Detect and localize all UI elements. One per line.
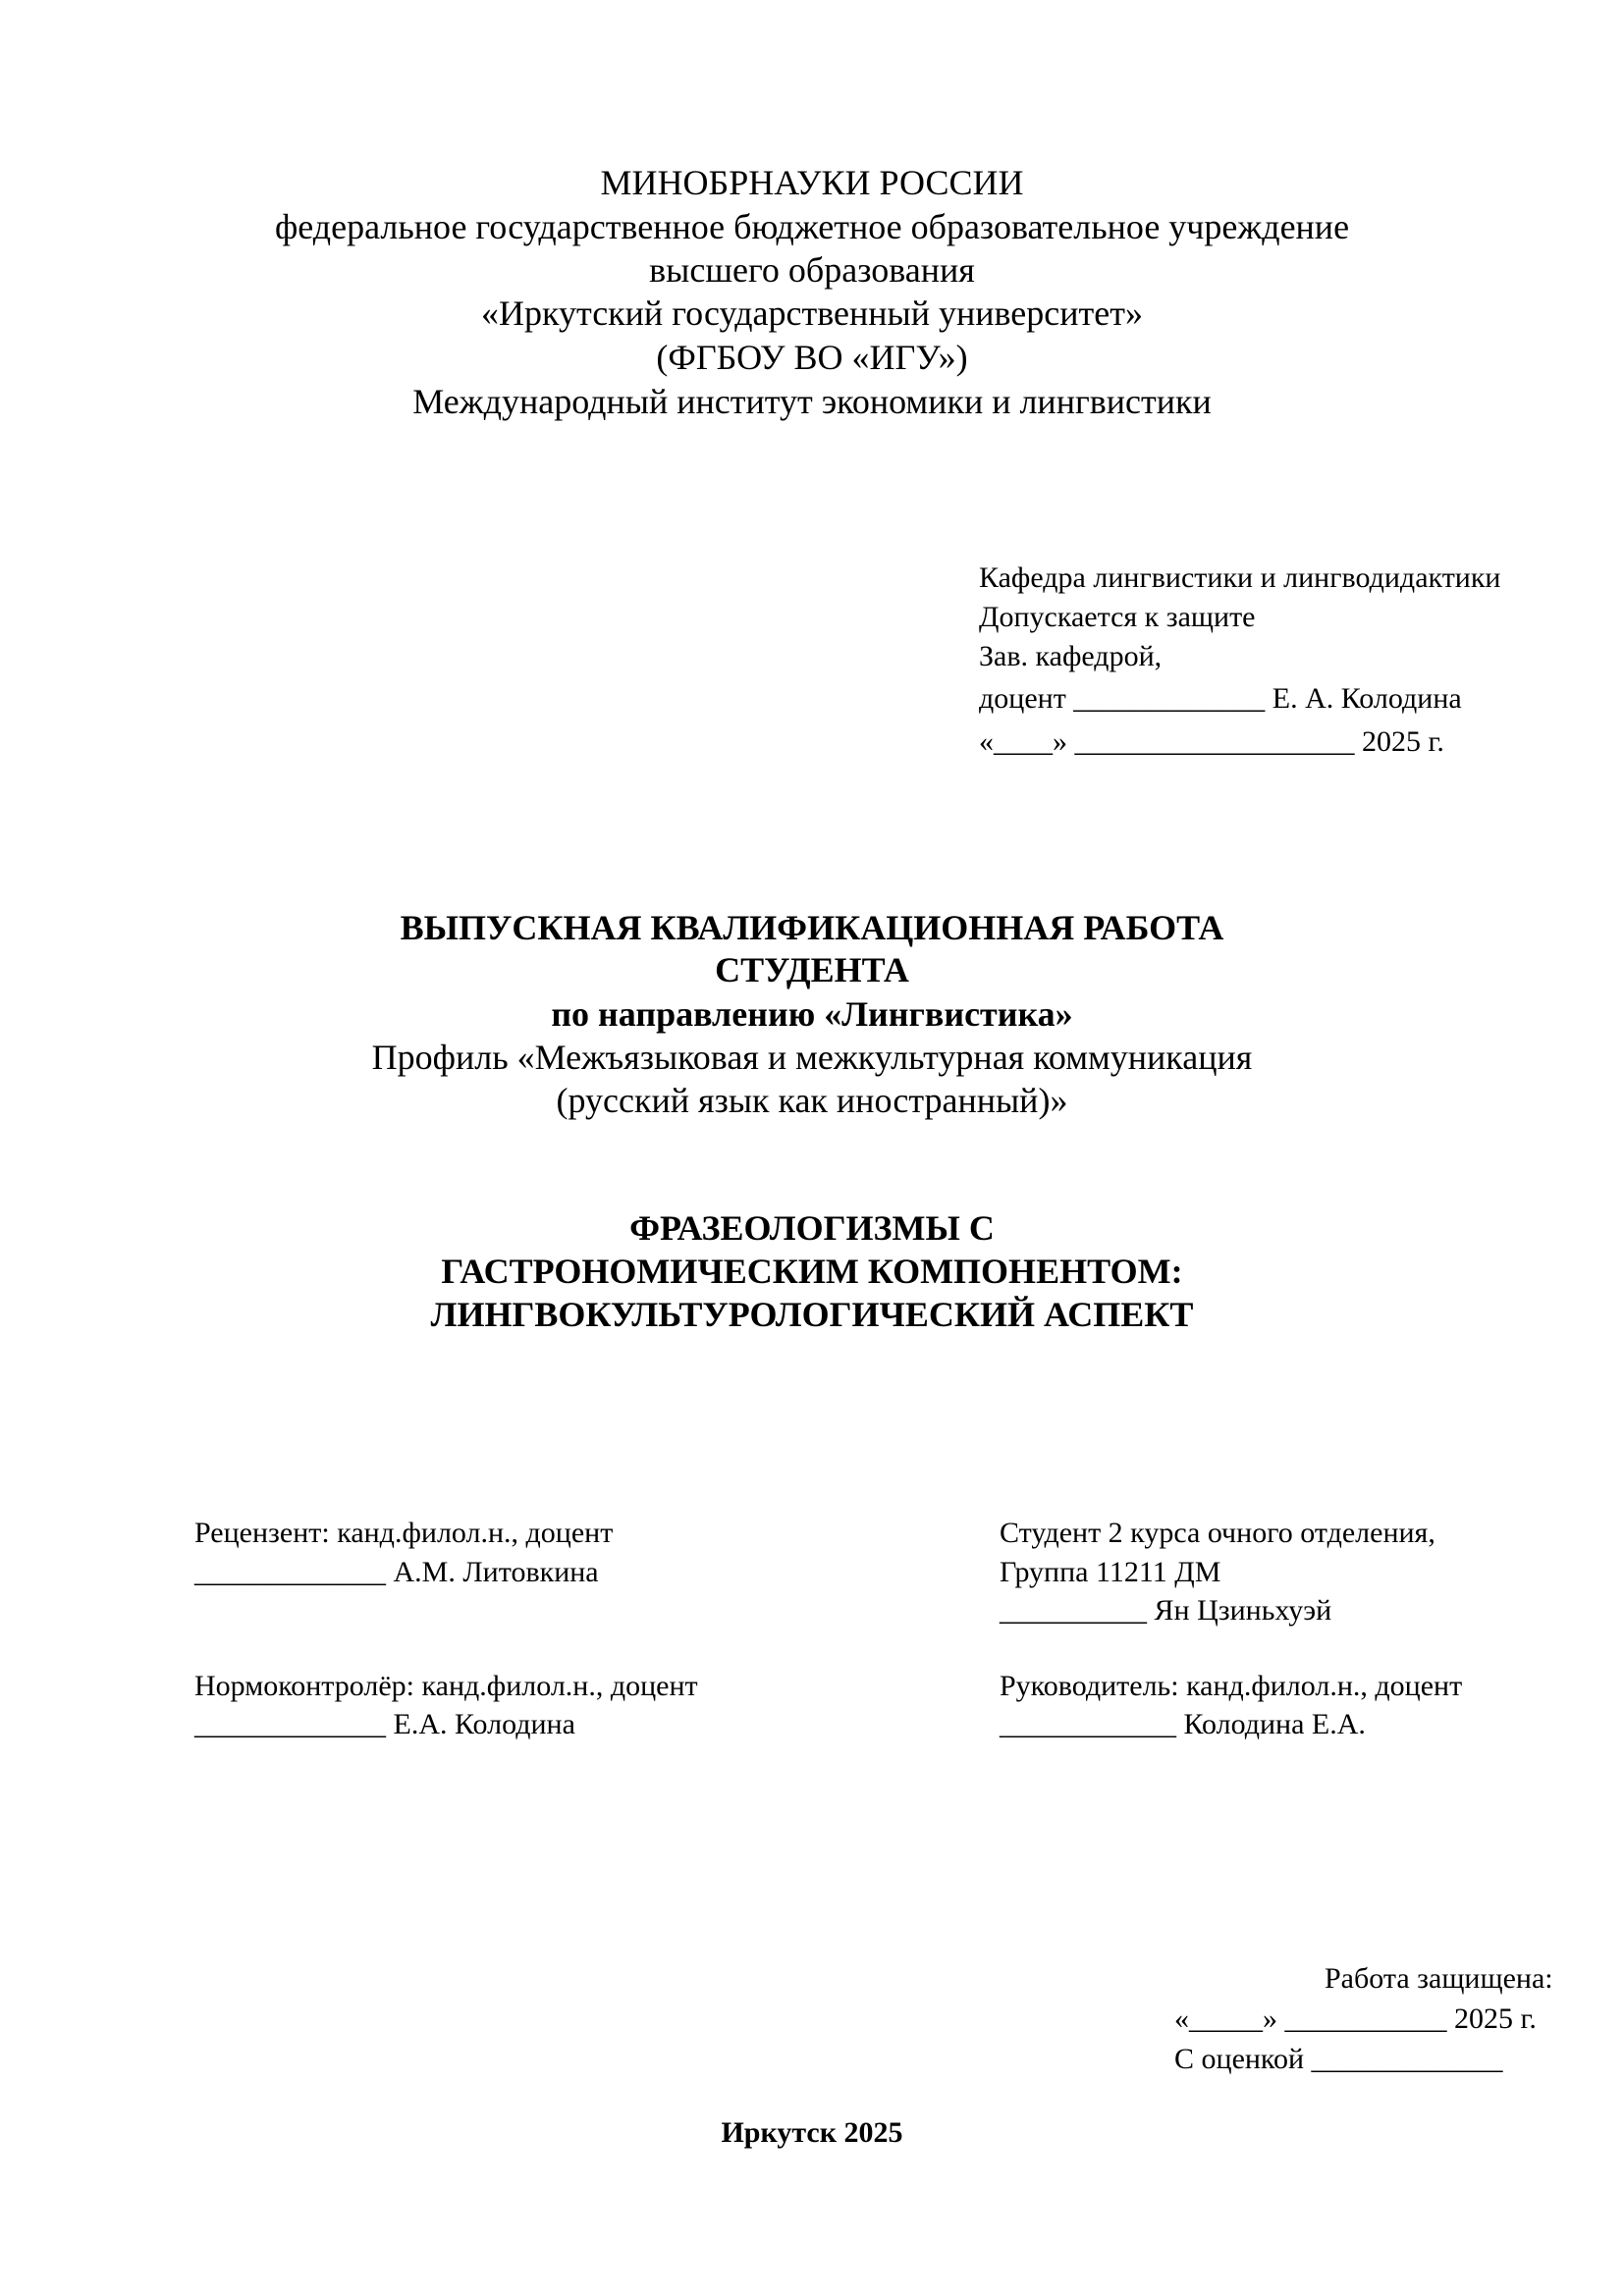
institution-type: федеральное государственное бюджетное образовательное учреждение: [274, 207, 1350, 246]
defense-grade: С оценкой _____________: [1174, 2043, 1503, 2075]
normcontrol-role: Нормоконтролёр: канд.филол.н., доцент: [194, 1670, 698, 1702]
university-name: «Иркутский государственный университет»: [481, 294, 1143, 333]
defense-date: «_____» ___________ 2025 г.: [1174, 2002, 1537, 2035]
supervisor-signature: ____________ Колодина Е.А.: [1000, 1708, 1366, 1740]
institute-name: Международный институт экономики и лингвистики: [412, 382, 1212, 421]
reviewer-signature: _____________ А.М. Литовкина: [194, 1556, 599, 1588]
thesis-title-line-3: ЛИНГВОКУЛЬТУРОЛОГИЧЕСКИЙ АСПЕКТ: [430, 1295, 1194, 1334]
ministry-name: МИНОБРНАУКИ РОССИИ: [600, 163, 1024, 202]
work-type: ВЫПУСКНАЯ КВАЛИФИКАЦИОННАЯ РАБОТА: [400, 908, 1224, 947]
student-role: Студент 2 курса очного отделения,: [1000, 1517, 1435, 1549]
work-type-student: СТУДЕНТА: [715, 950, 909, 989]
thesis-title-line-2: ГАСТРОНОМИЧЕСКИМ КОМПОНЕНТОМ:: [441, 1252, 1183, 1291]
normcontrol-signature: _____________ Е.А. Колодина: [194, 1708, 575, 1740]
work-profile-continued: (русский язык как иностранный)»: [556, 1081, 1068, 1120]
student-signature: __________ Ян Цзиньхуэй: [1000, 1594, 1332, 1627]
admission-note: Допускается к защите: [979, 601, 1256, 633]
reviewer-role: Рецензент: канд.филол.н., доцент: [194, 1517, 614, 1549]
work-direction: по направлению «Лингвистика»: [551, 994, 1073, 1034]
student-group: Группа 11211 ДМ: [1000, 1556, 1221, 1588]
approval-date: «____» ___________________ 2025 г.: [979, 725, 1444, 758]
department-name: Кафедра лингвистики и лингводидактики: [979, 561, 1501, 594]
thesis-title-line-1: ФРАЗЕОЛОГИЗМЫ С: [629, 1208, 995, 1248]
head-label: Зав. кафедрой,: [979, 640, 1163, 672]
supervisor-role: Руководитель: канд.филол.н., доцент: [1000, 1670, 1463, 1702]
city-year: Иркутск 2025: [721, 2116, 903, 2149]
university-abbreviation: (ФГБОУ ВО «ИГУ»): [656, 338, 968, 377]
defense-label: Работа защищена:: [1325, 1962, 1553, 1995]
head-signature: доцент _____________ Е. А. Колодина: [979, 682, 1462, 715]
education-level: высшего образования: [649, 250, 975, 290]
work-profile: Профиль «Межъязыковая и межкультурная коммуникация: [371, 1038, 1253, 1077]
